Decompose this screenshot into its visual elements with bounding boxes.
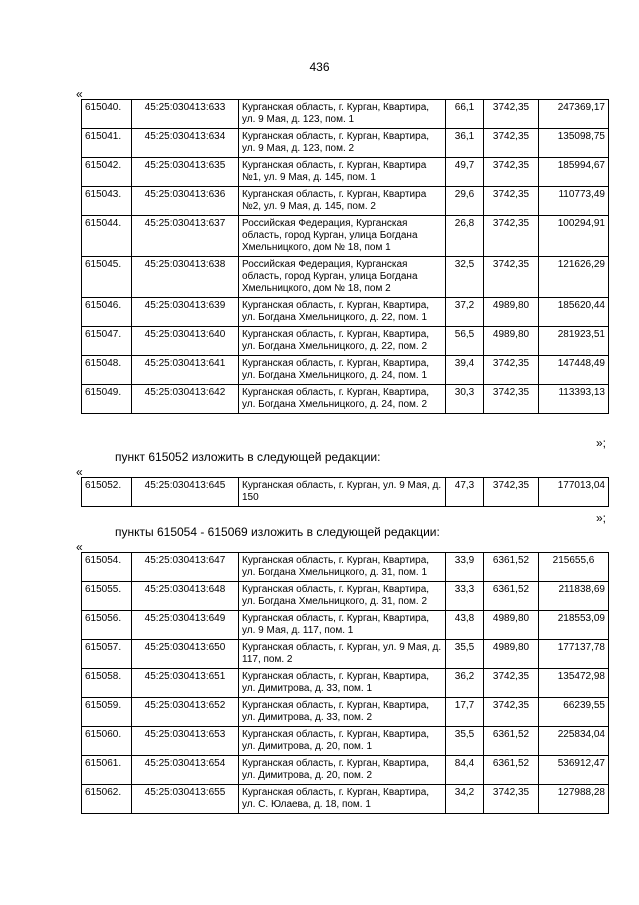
rate-cell: 4989,80 [484,640,539,669]
row-number-cell: 615044. [82,216,132,257]
rate-cell: 3742,35 [484,216,539,257]
address-cell: Курганская область, г. Курган, Квартира, ул. Богдана Хмельницкого, д. 31, пом. 1 [239,553,446,582]
page-number: 436 [309,60,330,74]
rate-cell: 3742,35 [484,129,539,158]
cadastral-number-cell: 45:25:030413:649 [132,611,239,640]
area-cell: 29,6 [446,187,484,216]
table-row [82,756,609,785]
row-number-cell: 615058. [82,669,132,698]
table-row [82,385,609,414]
address-cell: Курганская область, г. Курган, ул. 9 Мая, д. 150 [239,478,446,507]
address-cell: Курганская область, г. Курган, Квартира, ул. Димитрова, д. 20, пом. 2 [239,756,446,785]
cadastral-value-cell: 247369,17 [539,100,609,129]
address-cell: Курганская область, г. Курган, Квартира, ул. Богдана Хмельницкого, д. 24, пом. 2 [239,385,446,414]
rate-cell: 3742,35 [484,785,539,814]
area-cell: 66,1 [446,100,484,129]
area-cell: 39,4 [446,356,484,385]
address-cell: Курганская область, г. Курган, Квартира, ул. Богдана Хмельницкого, д. 31, пом. 2 [239,582,446,611]
cadastral-number-cell: 45:25:030413:637 [132,216,239,257]
table-row [82,216,609,257]
area-cell: 36,2 [446,669,484,698]
area-cell: 33,3 [446,582,484,611]
cadastral-number-cell: 45:25:030413:652 [132,698,239,727]
table-row [82,327,609,356]
cadastral-number-cell: 45:25:030413:639 [132,298,239,327]
rate-cell: 6361,52 [484,553,539,582]
rate-cell: 4989,80 [484,611,539,640]
row-number-cell: 615047. [82,327,132,356]
rate-cell: 3742,35 [484,158,539,187]
row-number-cell: 615042. [82,158,132,187]
cadastral-value-cell: 135098,75 [539,129,609,158]
row-number-cell: 615056. [82,611,132,640]
address-cell: Курганская область, г. Курган, Квартира, ул. С. Юлаева, д. 18, пом. 1 [239,785,446,814]
table-row [82,187,609,216]
quote-open-2: « [76,465,83,479]
table-row [82,785,609,814]
rate-cell: 3742,35 [484,669,539,698]
table-row [82,158,609,187]
rate-cell: 6361,52 [484,756,539,785]
area-cell: 47,3 [446,478,484,507]
cadastral-value-cell: 225834,04 [539,727,609,756]
rate-cell: 3742,35 [484,356,539,385]
cadastral-number-cell: 45:25:030413:638 [132,257,239,298]
quote-close-1: »; [596,436,607,450]
row-number-cell: 615060. [82,727,132,756]
cadastral-number-cell: 45:25:030413:634 [132,129,239,158]
cadastral-number-cell: 45:25:030413:645 [132,478,239,507]
area-cell: 34,2 [446,785,484,814]
rate-cell: 4989,80 [484,327,539,356]
rate-cell: 6361,52 [484,582,539,611]
table-row [82,669,609,698]
address-cell: Курганская область, г. Курган, Квартира, ул. Димитрова, д. 20, пом. 1 [239,727,446,756]
rate-cell: 3742,35 [484,385,539,414]
cadastral-number-cell: 45:25:030413:641 [132,356,239,385]
cadastral-value-cell: 66239,55 [539,698,609,727]
cadastral-value-cell: 536912,47 [539,756,609,785]
rate-cell: 3742,35 [484,187,539,216]
address-cell: Курганская область, г. Курган, Квартира, ул. 9 Мая, д. 123, пом. 2 [239,129,446,158]
cadastral-value-cell: 127988,28 [539,785,609,814]
address-cell: Курганская область, г. Курган, Квартира, ул. Богдана Хмельницкого, д. 22, пом. 1 [239,298,446,327]
cadastral-number-cell: 45:25:030413:633 [132,100,239,129]
row-number-cell: 615048. [82,356,132,385]
table-row [82,611,609,640]
quote-close-2: »; [596,511,607,525]
cadastral-number-cell: 45:25:030413:653 [132,727,239,756]
cadastral-value-cell: 218553,09 [539,611,609,640]
row-number-cell: 615043. [82,187,132,216]
cadastral-value-cell: 211838,69 [539,582,609,611]
address-cell: Российская Федерация, Курганская область, город Курган, улица Богдана Хмельницкого, дом № 18, пом 1 [239,216,446,257]
rate-cell: 3742,35 [484,100,539,129]
address-cell: Курганская область, г. Курган, Квартира №1, ул. 9 Мая, д. 145, пом. 1 [239,158,446,187]
table-row [82,100,609,129]
register-table-3 [81,552,609,814]
area-cell: 43,8 [446,611,484,640]
cadastral-number-cell: 45:25:030413:655 [132,785,239,814]
cadastral-value-cell: 135472,98 [539,669,609,698]
paragraph-1: пункт 615052 изложить в следующей редакции: [115,450,381,464]
table-row [82,257,609,298]
cadastral-number-cell: 45:25:030413:651 [132,669,239,698]
table-row [82,129,609,158]
register-table-1 [81,99,609,414]
address-cell: Курганская область, г. Курган, Квартира, ул. 9 Мая, д. 123, пом. 1 [239,100,446,129]
cadastral-number-cell: 45:25:030413:650 [132,640,239,669]
quote-open-1: « [76,87,83,101]
row-number-cell: 615062. [82,785,132,814]
cadastral-number-cell: 45:25:030413:640 [132,327,239,356]
row-number-cell: 615059. [82,698,132,727]
area-cell: 30,3 [446,385,484,414]
cadastral-value-cell: 177137,78 [539,640,609,669]
address-cell: Курганская область, г. Курган, Квартира, ул. Димитрова, д. 33, пом. 1 [239,669,446,698]
address-cell: Курганская область, г. Курган, ул. 9 Мая, д. 117, пом. 2 [239,640,446,669]
row-number-cell: 615041. [82,129,132,158]
quote-open-3: « [76,540,83,554]
address-cell: Курганская область, г. Курган, Квартира, ул. 9 Мая, д. 117, пом. 1 [239,611,446,640]
table-row [82,640,609,669]
rate-cell: 3742,35 [484,698,539,727]
rate-cell: 6361,52 [484,727,539,756]
cadastral-number-cell: 45:25:030413:642 [132,385,239,414]
area-cell: 56,5 [446,327,484,356]
row-number-cell: 615046. [82,298,132,327]
row-number-cell: 615061. [82,756,132,785]
area-cell: 33,9 [446,553,484,582]
table-row [82,356,609,385]
cadastral-number-cell: 45:25:030413:636 [132,187,239,216]
area-cell: 37,2 [446,298,484,327]
area-cell: 32,5 [446,257,484,298]
area-cell: 84,4 [446,756,484,785]
row-number-cell: 615040. [82,100,132,129]
table-row [82,727,609,756]
rate-cell: 4989,80 [484,298,539,327]
cadastral-value-cell: 177013,04 [539,478,609,507]
cadastral-value-cell: 147448,49 [539,356,609,385]
address-cell: Российская Федерация, Курганская область, город Курган, улица Богдана Хмельницкого, дом № 18, пом 2 [239,257,446,298]
area-cell: 36,1 [446,129,484,158]
row-number-cell: 615052. [82,478,132,507]
table-row [82,553,609,582]
address-cell: Курганская область, г. Курган, Квартира №2, ул. 9 Мая, д. 145, пом. 2 [239,187,446,216]
row-number-cell: 615054. [82,553,132,582]
cadastral-number-cell: 45:25:030413:654 [132,756,239,785]
cadastral-value-cell: 121626,29 [539,257,609,298]
address-cell: Курганская область, г. Курган, Квартира, ул. Богдана Хмельницкого, д. 24, пом. 1 [239,356,446,385]
cadastral-value-cell: 215655,6 [539,553,609,582]
cadastral-number-cell: 45:25:030413:647 [132,553,239,582]
cadastral-number-cell: 45:25:030413:648 [132,582,239,611]
area-cell: 17,7 [446,698,484,727]
paragraph-2: пункты 615054 - 615069 изложить в следующей редакции: [115,525,440,539]
table-row [82,298,609,327]
cadastral-value-cell: 110773,49 [539,187,609,216]
cadastral-value-cell: 113393,13 [539,385,609,414]
address-cell: Курганская область, г. Курган, Квартира, ул. Димитрова, д. 33, пом. 2 [239,698,446,727]
rate-cell: 3742,35 [484,478,539,507]
area-cell: 35,5 [446,640,484,669]
cadastral-value-cell: 281923,51 [539,327,609,356]
area-cell: 49,7 [446,158,484,187]
row-number-cell: 615049. [82,385,132,414]
address-cell: Курганская область, г. Курган, Квартира, ул. Богдана Хмельницкого, д. 22, пом. 2 [239,327,446,356]
register-table-2 [81,477,609,507]
area-cell: 35,5 [446,727,484,756]
cadastral-value-cell: 185994,67 [539,158,609,187]
cadastral-value-cell: 185620,44 [539,298,609,327]
cadastral-number-cell: 45:25:030413:635 [132,158,239,187]
rate-cell: 3742,35 [484,257,539,298]
cadastral-value-cell: 100294,91 [539,216,609,257]
table-row [82,582,609,611]
area-cell: 26,8 [446,216,484,257]
table-row [82,698,609,727]
table-row [82,478,609,507]
row-number-cell: 615057. [82,640,132,669]
row-number-cell: 615045. [82,257,132,298]
row-number-cell: 615055. [82,582,132,611]
